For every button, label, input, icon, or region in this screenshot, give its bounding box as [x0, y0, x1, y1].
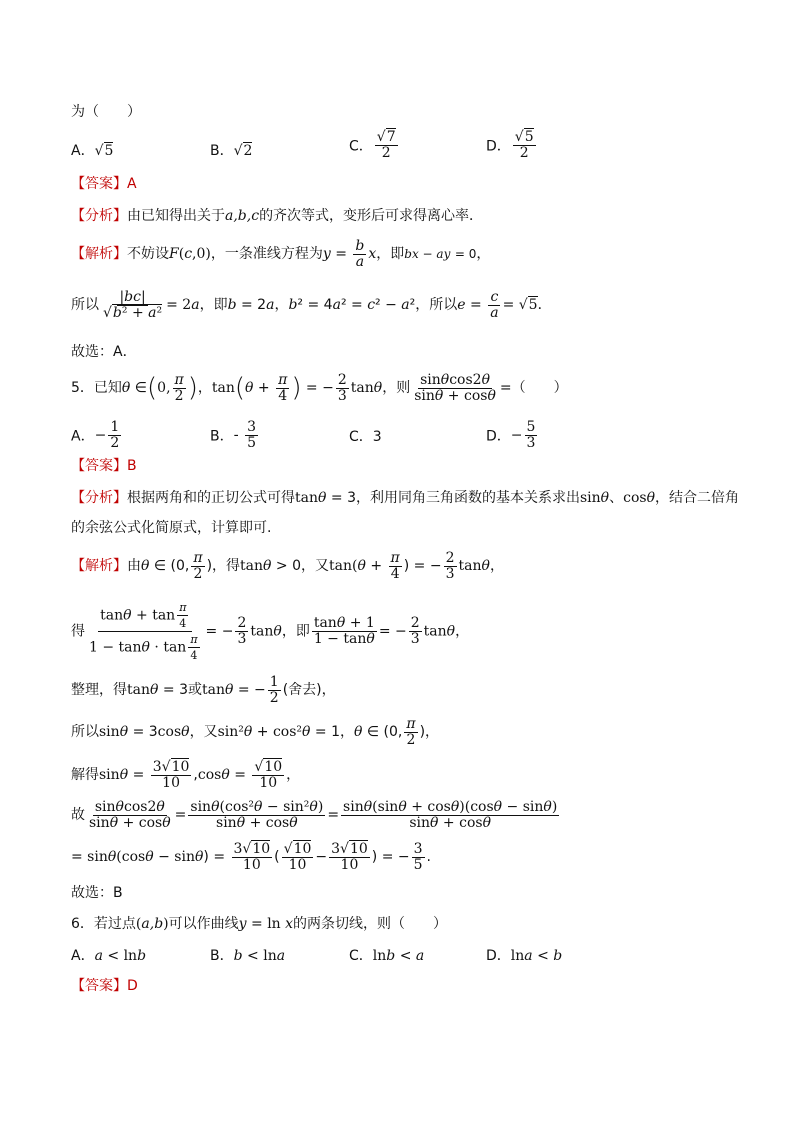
q5-solution-line5: 解得sinθ = $\frac{3√10}{10}$ ,cosθ = $\frac{√10}{10}$ ， — [71, 758, 301, 791]
q4-solution-line1: 【解析】不妨设F(c,0)，一条准线方程为y = $\frac{b}{a}$ x，即bx − ay = 0， — [71, 237, 491, 270]
q5-solution-line4: 所以sinθ = 3cosθ，又sin²θ + cos²θ = 1，θ ∈ (0, $\frac{\pi}{2}$ )， — [71, 715, 440, 748]
q5-analysis-line2: 的余弦公式化简原式，计算即可. — [71, 520, 272, 536]
q5-option-c[interactable]: C．3 — [349, 429, 382, 445]
q5-answer: 【答案】B — [71, 458, 137, 474]
q5-solution-line1: 【解析】由θ ∈ (0, $\frac{\pi}{2}$ )，得tanθ > 0，又tan(θ + $\frac{\pi}{4}$ ) = − $\frac{2}{3}$ tanθ， — [71, 549, 504, 582]
q5-stem: 5．已知θ ∈(0, $\frac{\pi}{2}$ )，tan(θ + $\frac{\pi}{4}$ ) = − $\frac{2}{3}$ tanθ，则 $\frac{\sin\theta\cos 2\theta}{\sin\theta + \cos\theta}$ =（ ） — [71, 371, 568, 404]
q5-option-d[interactable]: D．− $\frac{5}{3}$ — [486, 419, 536, 451]
q6-stem: 6．若过点(a,b)可以作曲线y = ln x的两条切线，则（ ） — [71, 916, 448, 932]
q5-option-b[interactable]: B．- $\frac{3}{5}$ — [210, 419, 257, 451]
q4-conclusion: 故选：A． — [71, 344, 137, 360]
q4-analysis: 【分析】由已知得出关于a,b,c的齐次等式，变形后可求得离心率． — [71, 208, 484, 224]
q5-solution-line7: = sinθ(cosθ − sinθ) = $\frac{3√10}{10}$ ( $\frac{√10}{10}$ − $\frac{3√10}{10}$ ) = − $\frac{3}{5}$ . — [71, 840, 431, 873]
q5-solution-line2: 得 tanθ + tan $\frac{\pi}{4}$ 1 − tanθ · tan $\frac{\pi}{4}$ = − $\frac{2}{3}$ tanθ，即 $\frac{\tan\theta + 1}{1 - \tan\theta}$ = − $\frac{2}{3}$ tanθ， — [71, 601, 470, 662]
q4-answer: 【答案】A — [71, 176, 137, 192]
q5-option-a[interactable]: A．− $\frac{1}{2}$ — [71, 419, 120, 451]
q4-option-c[interactable]: C． $\frac{√7}{2}$ — [349, 129, 396, 161]
q6-answer: 【答案】D — [71, 978, 138, 994]
q5-solution-line3: 整理，得tanθ = 3或tanθ = − $\frac{1}{2}$ (舍去)， — [71, 673, 336, 706]
q6-option-a[interactable]: A．a < lnb — [71, 948, 147, 964]
q6-option-c[interactable]: C．lnb < a — [349, 948, 425, 964]
q4-stem-tail: 为（ ） — [71, 104, 141, 120]
q5-solution-line6: 故 $\frac{\sin\theta\cos 2\theta}{\sin\theta + \cos\theta}$ = $\frac{\text{sinθ(cos²θ − sin²θ)}}{\sin\theta + \cos\theta}$ = $\frac{\sin\theta(\sin\theta + \cos\theta)(\cos\theta - \sin\theta)}{\sin\theta + \cos\theta}$ — [71, 798, 558, 831]
q5-analysis-line1: 【分析】根据两角和的正切公式可得tanθ = 3，利用同角三角函数的基本关系求出sinθ、cosθ，结合二倍角 — [71, 490, 740, 506]
q6-option-b[interactable]: B．b < lna — [210, 948, 286, 964]
q6-option-d[interactable]: D．lna < b — [486, 948, 563, 964]
q4-option-a[interactable]: A．√5 — [71, 143, 114, 159]
q4-option-d[interactable]: D． $\frac{√5}{2}$ — [486, 129, 534, 161]
q4-option-b[interactable]: B．√2 — [210, 143, 253, 159]
q5-conclusion: 故选：B — [71, 885, 123, 901]
q4-solution-line2: 所以 $\frac{|bc|}{\text{√b² + a²}}$ = 2a，即b = 2a，b² = 4a² = c² − a²，所以e = $\frac{c}{a}$ = √5． — [71, 288, 552, 321]
